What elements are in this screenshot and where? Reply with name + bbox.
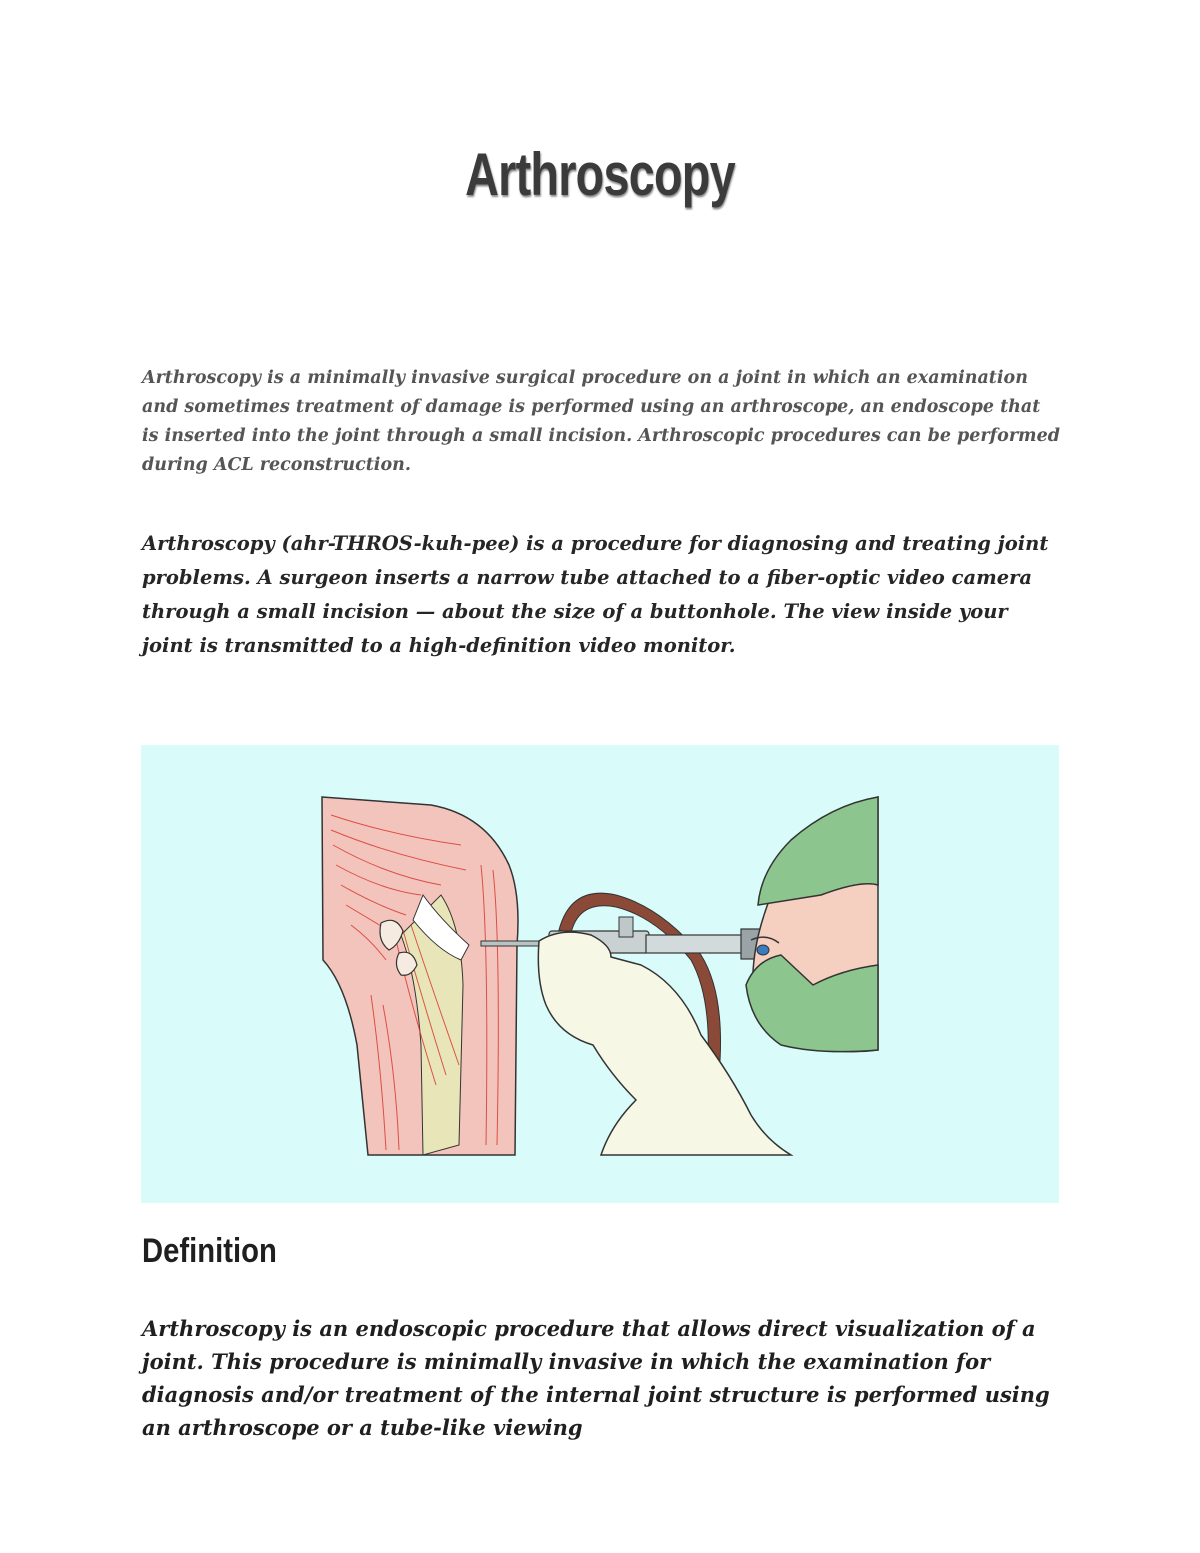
definition-heading: Definition (142, 1232, 277, 1270)
intro-paragraph: Arthroscopy is a minimally invasive surgical procedure on a joint in which an examination and sometimes treatment of damage is performed using an arthroscope, an endoscope that is inserted into the joint through a small incision. Arthroscopic procedures can be performed during ACL reconstruction. (142, 368, 1060, 475)
arthroscopy-illustration (141, 745, 1059, 1203)
illustration-drawing (141, 745, 1059, 1203)
arthroscope (481, 917, 761, 959)
document-title: Arthroscopy (465, 141, 735, 208)
pronunciation-paragraph: Arthroscopy (ahr-THROS-kuh-pee) is a procedure for diagnosing and treating joint problems. A surgeon inserts a narrow tube attached to a fiber-optic video camera through a small incision — about the size of a buttonhole. The view inside your joint is transmitted to a high-definition video monitor. (142, 532, 1049, 657)
surgeon-head (746, 797, 878, 1052)
shoulder-anatomy (322, 797, 518, 1155)
definition-paragraph: Arthroscopy is an endoscopic procedure that allows direct visualization of a joint. This procedure is minimally invasive in which the examination for diagnosis and/or treatment of the internal joint structure is performed using an arthroscope or a tube-like viewing (142, 1316, 1050, 1440)
